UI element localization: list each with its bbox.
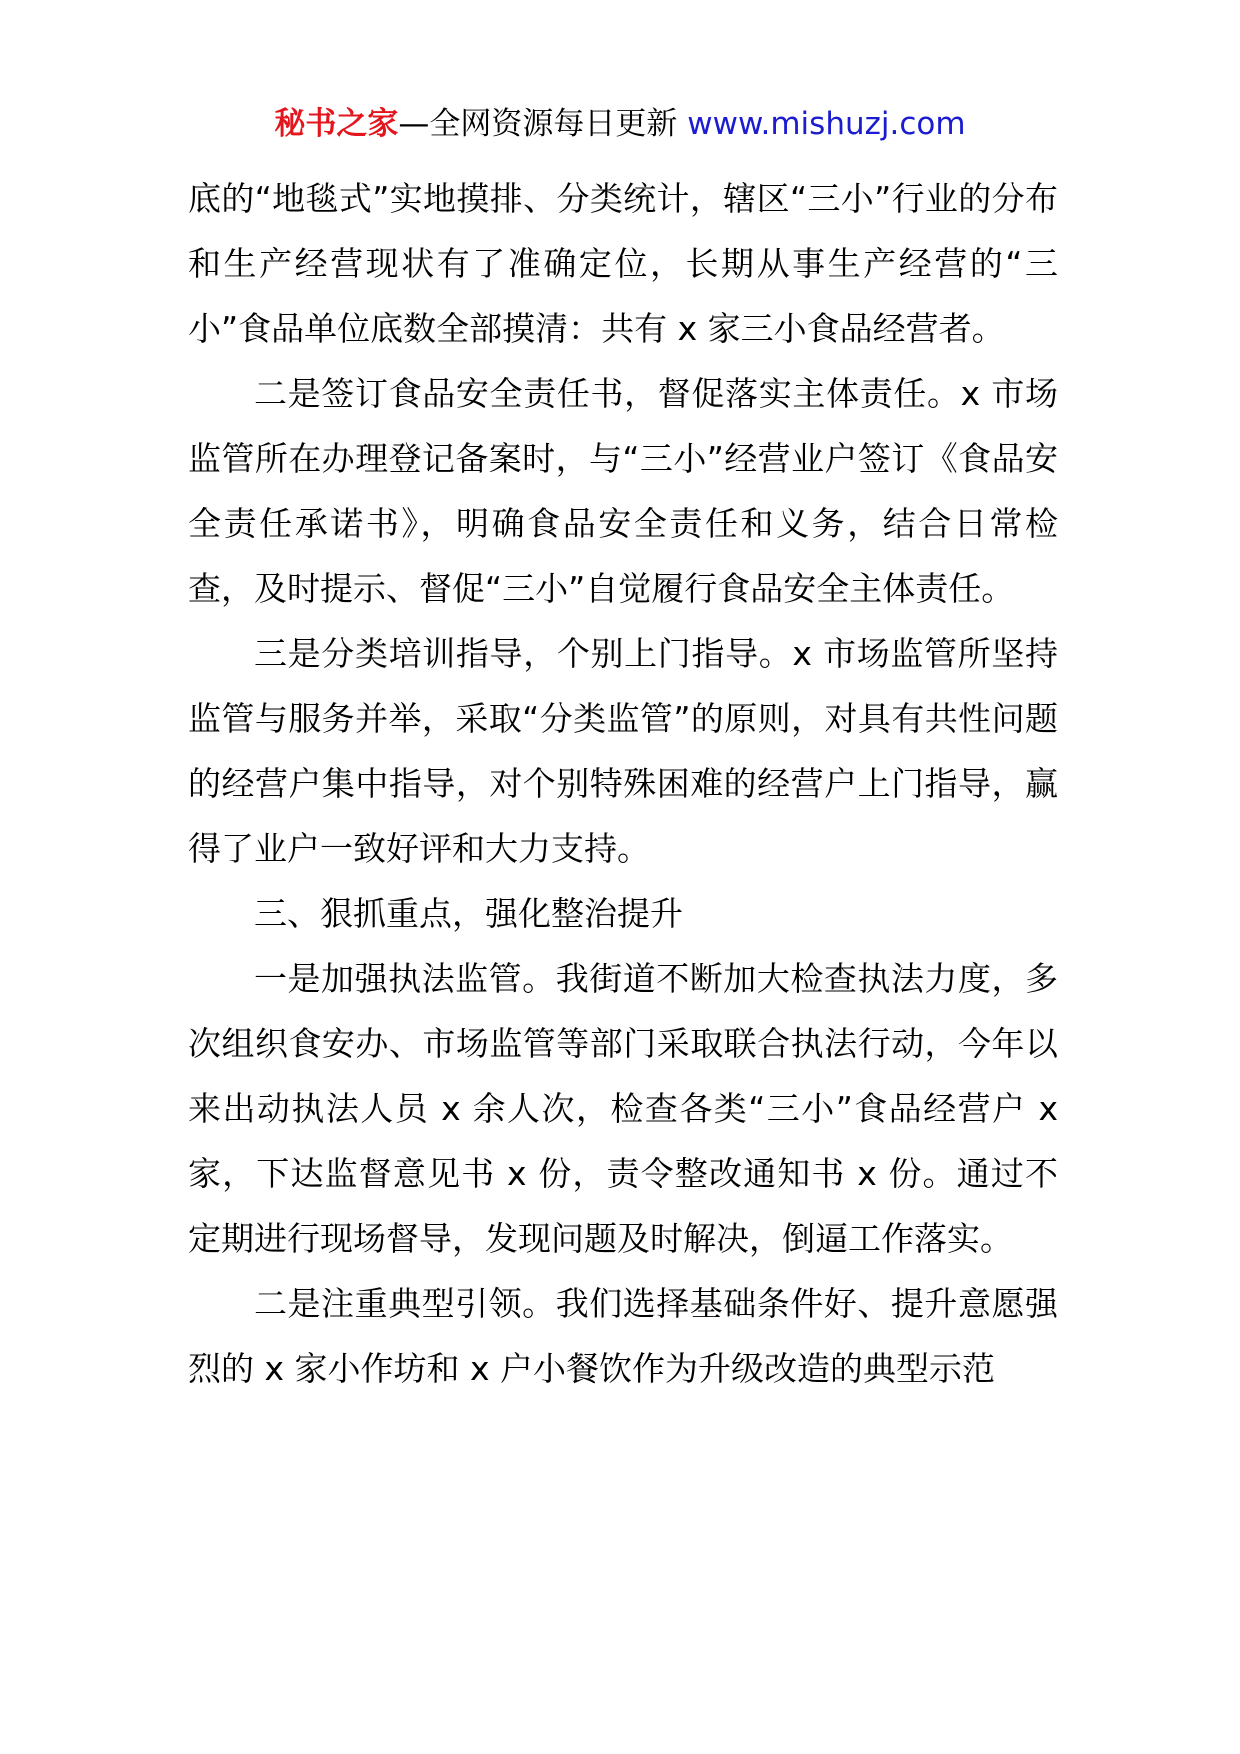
- paragraph-continuation: 底的“地毯式”实地摸排、分类统计，辖区“三小”行业的分布和生产经营现状有了准确定位，长期从事生产经营的“三小”食品单位底数全部摸清：共有 x 家三小食品经营者。: [188, 179, 1058, 348]
- site-url-link[interactable]: www.mishuzj.com: [687, 106, 966, 142]
- paragraph-training: 三是分类培训指导，个别上门指导。x 市场监管所坚持监管与服务并举，采取“分类监管”的原则，对具有共性问题的经营户集中指导，对个别特殊困难的经营户上门指导，赢得了业户一致好评和大力支持。: [188, 634, 1058, 868]
- paragraph-enforcement: 一是加强执法监管。我街道不断加大检查执法力度，多次组织食安办、市场监管等部门采取联合执法行动，今年以来出动执法人员 x 余人次，检查各类“三小”食品经营户 x 家，下达监督意见书 x 份，责令整改通知书 x 份。通过不定期进行现场督导，发现问题及时解决，倒逼工作落实。: [188, 959, 1058, 1258]
- section-heading: 三、狠抓重点，强化整治提升: [254, 894, 683, 933]
- paragraph-responsibility: 二是签订食品安全责任书，督促落实主体责任。x 市场监管所在办理登记备案时，与“三小”经营业户签订《食品安全责任承诺书》，明确食品安全责任和义务，结合日常检查，及时提示、督促“三小”自觉履行食品安全主体责任。: [188, 374, 1058, 608]
- document-body: [188, 166, 1058, 1401]
- page-header: [0, 102, 1240, 146]
- site-slogan: —全网资源每日更新: [398, 106, 678, 142]
- paragraph-model-guidance: 二是注重典型引领。我们选择基础条件好、提升意愿强烈的 x 家小作坊和 x 户小餐饮作为升级改造的典型示范: [188, 1284, 1058, 1388]
- site-brand: 秘书之家: [274, 106, 399, 142]
